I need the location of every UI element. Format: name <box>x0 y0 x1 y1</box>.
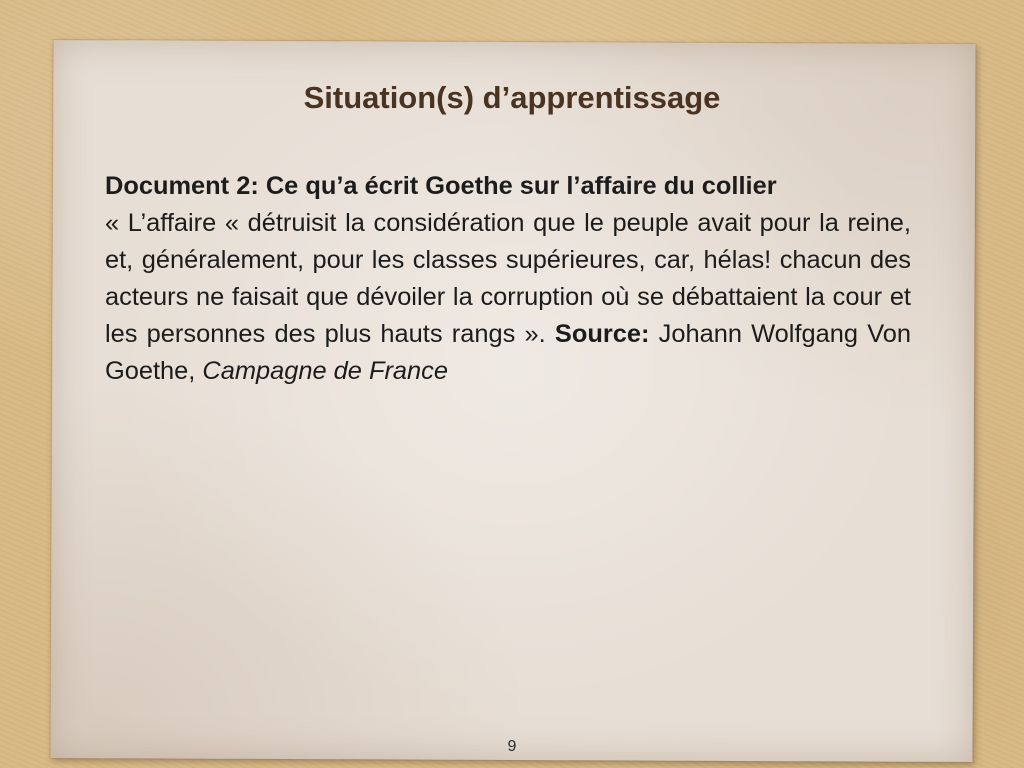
document-heading-text: Document 2: Ce qu’a écrit Goethe sur l’affaire du collier <box>105 172 777 200</box>
slide-title: Situation(s) d’apprentissage <box>303 80 721 115</box>
document-text <box>105 168 911 390</box>
source-label: Source: <box>554 320 650 348</box>
quote-text: « L’affaire « détruisit la considération que le peuple avait pour la reine, et, généralement, pour les classes supérieures, car, hélas! chacun des acteurs ne faisait que dévoiler la corruption où se débattaient la cour et les personnes des plus hauts rangs ». <box>105 209 911 348</box>
document-heading <box>105 168 911 205</box>
source-work: Campagne de France <box>202 357 448 385</box>
source-author: Johann Wolfgang Von Goethe, <box>105 320 911 385</box>
paper-background <box>50 40 975 762</box>
quote-paragraph <box>105 205 911 390</box>
page-number: 9 <box>507 738 517 755</box>
